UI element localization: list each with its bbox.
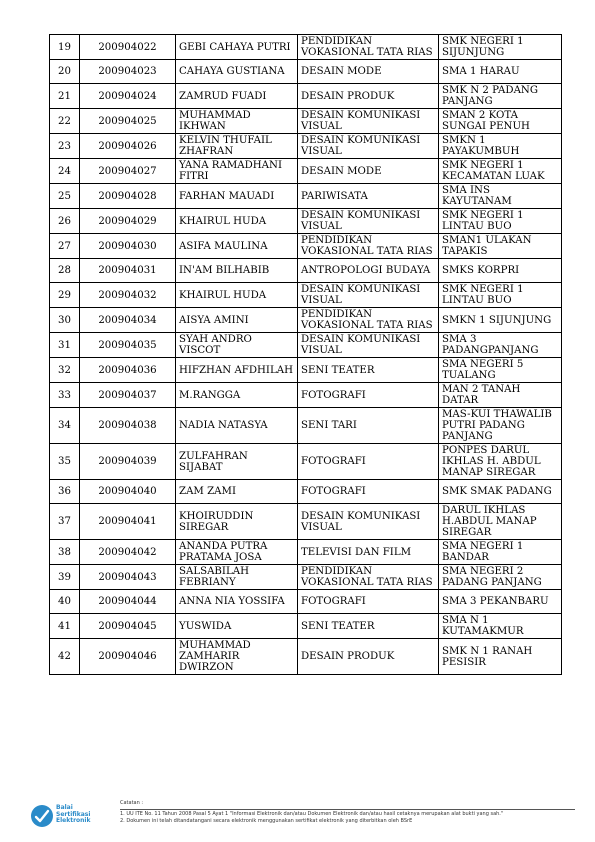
cell-prodi: DESAIN MODE xyxy=(298,159,439,184)
cell-nama: YUSWIDA xyxy=(176,614,298,639)
cell-prodi: FOTOGRAFI xyxy=(298,444,439,480)
table-row xyxy=(50,504,562,540)
cell-sekolah: DARUL IKHLAS H.ABDUL MANAP SIREGAR xyxy=(439,504,562,540)
logo-line-2: Sertifikasi xyxy=(56,810,91,818)
cell-no: 30 xyxy=(50,308,80,333)
table-row xyxy=(50,444,562,480)
cell-prodi: SENI TARI xyxy=(298,408,439,444)
table-row xyxy=(50,408,562,444)
cell-nama: NADIA NATASYA xyxy=(176,408,298,444)
cell-prodi: PENDIDIKAN VOKASIONAL TATA RIAS xyxy=(298,308,439,333)
table-row xyxy=(50,614,562,639)
cell-prodi: FOTOGRAFI xyxy=(298,590,439,614)
cell-nim: 200904045 xyxy=(80,614,176,639)
cell-sekolah: SMA NEGERI 1 BANDAR xyxy=(439,540,562,565)
cell-no: 27 xyxy=(50,234,80,259)
cell-no: 33 xyxy=(50,383,80,408)
table-row xyxy=(50,159,562,184)
cell-no: 35 xyxy=(50,444,80,480)
cell-nama: YANA RAMADHANI FITRI xyxy=(176,159,298,184)
cell-sekolah: SMKN 1 SIJUNJUNG xyxy=(439,308,562,333)
cell-nim: 200904025 xyxy=(80,109,176,134)
cell-sekolah: SMA INS KAYUTANAM xyxy=(439,184,562,209)
cell-nim: 200904029 xyxy=(80,209,176,234)
cell-no: 37 xyxy=(50,504,80,540)
cell-nim: 200904036 xyxy=(80,358,176,383)
cell-sekolah: SMK NEGERI 1 SIJUNJUNG xyxy=(439,35,562,60)
cell-no: 40 xyxy=(50,590,80,614)
cell-sekolah: SMK N 2 PADANG PANJANG xyxy=(439,84,562,109)
cell-prodi: PENDIDIKAN VOKASIONAL TATA RIAS xyxy=(298,234,439,259)
cell-sekolah: SMA 1 HARAU xyxy=(439,60,562,84)
cell-no: 41 xyxy=(50,614,80,639)
cell-prodi: TELEVISI DAN FILM xyxy=(298,540,439,565)
table-row xyxy=(50,383,562,408)
cell-nim: 200904031 xyxy=(80,259,176,283)
table-row xyxy=(50,184,562,209)
cell-no: 23 xyxy=(50,134,80,159)
cell-prodi: DESAIN KOMUNIKASI VISUAL xyxy=(298,134,439,159)
cell-nama: GEBI CAHAYA PUTRI xyxy=(176,35,298,60)
table-row xyxy=(50,308,562,333)
cell-no: 39 xyxy=(50,565,80,590)
cell-sekolah: SMKS KORPRI xyxy=(439,259,562,283)
table-row xyxy=(50,480,562,504)
cell-nim: 200904022 xyxy=(80,35,176,60)
cell-sekolah: SMA NEGERI 5 TUALANG xyxy=(439,358,562,383)
cell-nim: 200904032 xyxy=(80,283,176,308)
cell-sekolah: MAN 2 TANAH DATAR xyxy=(439,383,562,408)
table-row xyxy=(50,134,562,159)
cell-nim: 200904038 xyxy=(80,408,176,444)
cell-no: 32 xyxy=(50,358,80,383)
cell-nama: ASIFA MAULINA xyxy=(176,234,298,259)
cell-nama: AISYA AMINI xyxy=(176,308,298,333)
cell-prodi: SENI TEATER xyxy=(298,614,439,639)
bsre-logo-text xyxy=(56,805,90,825)
footer-divider xyxy=(120,809,575,810)
cell-nama: KHAIRUL HUDA xyxy=(176,209,298,234)
cell-prodi: DESAIN KOMUNIKASI VISUAL xyxy=(298,283,439,308)
bsre-logo-icon xyxy=(30,804,54,828)
footer-note-2: 2. Dokumen ini telah ditandatangani secara elektronik menggunakan sertifikat elektronik yang diterbitkan oleh BSrE xyxy=(120,818,413,824)
cell-nama: SALSABILAH FEBRIANY xyxy=(176,565,298,590)
cell-sekolah: SMK SMAK PADANG xyxy=(439,480,562,504)
table-row xyxy=(50,283,562,308)
cell-nim: 200904030 xyxy=(80,234,176,259)
cell-nim: 200904044 xyxy=(80,590,176,614)
table-row xyxy=(50,35,562,60)
cell-sekolah: SMK NEGERI 1 LINTAU BUO xyxy=(439,209,562,234)
cell-sekolah: PONPES DARUL IKHLAS H. ABDUL MANAP SIREGAR xyxy=(439,444,562,480)
cell-prodi: DESAIN KOMUNIKASI VISUAL xyxy=(298,209,439,234)
cell-prodi: DESAIN MODE xyxy=(298,60,439,84)
bsre-logo xyxy=(30,804,120,830)
cell-nama: MUHAMMAD ZAMHARIR DWIRZON xyxy=(176,639,298,675)
cell-nim: 200904035 xyxy=(80,333,176,358)
cell-no: 24 xyxy=(50,159,80,184)
cell-nim: 200904041 xyxy=(80,504,176,540)
cell-sekolah: SMA 3 PEKANBARU xyxy=(439,590,562,614)
cell-nama: KHOIRUDDIN SIREGAR xyxy=(176,504,298,540)
cell-prodi: DESAIN PRODUK xyxy=(298,84,439,109)
cell-no: 28 xyxy=(50,259,80,283)
footer xyxy=(30,800,575,834)
table-row xyxy=(50,109,562,134)
cell-no: 26 xyxy=(50,209,80,234)
cell-prodi: DESAIN KOMUNIKASI VISUAL xyxy=(298,333,439,358)
student-table xyxy=(49,34,562,675)
cell-prodi: DESAIN KOMUNIKASI VISUAL xyxy=(298,504,439,540)
table-row xyxy=(50,234,562,259)
cell-no: 34 xyxy=(50,408,80,444)
footer-notes xyxy=(120,800,575,825)
table-row xyxy=(50,84,562,109)
cell-no: 20 xyxy=(50,60,80,84)
cell-no: 25 xyxy=(50,184,80,209)
table-row xyxy=(50,565,562,590)
logo-line-3: Elektronik xyxy=(56,817,91,825)
logo-line-1: Balai xyxy=(56,804,73,811)
cell-nama: ZAM ZAMI xyxy=(176,480,298,504)
cell-nim: 200904037 xyxy=(80,383,176,408)
cell-prodi: DESAIN KOMUNIKASI VISUAL xyxy=(298,109,439,134)
table-row xyxy=(50,209,562,234)
cell-nim: 200904028 xyxy=(80,184,176,209)
cell-nama: KHAIRUL HUDA xyxy=(176,283,298,308)
cell-nama: M.RANGGA xyxy=(176,383,298,408)
cell-nama: KELVIN THUFAIL ZHAFRAN xyxy=(176,134,298,159)
cell-nama: MUHAMMAD IKHWAN xyxy=(176,109,298,134)
cell-no: 36 xyxy=(50,480,80,504)
cell-sekolah: SMA NEGERI 2 PADANG PANJANG xyxy=(439,565,562,590)
cell-sekolah: SMKN 1 PAYAKUMBUH xyxy=(439,134,562,159)
cell-no: 29 xyxy=(50,283,80,308)
cell-nama: ZAMRUD FUADI xyxy=(176,84,298,109)
cell-sekolah: SMK NEGERI 1 LINTAU BUO xyxy=(439,283,562,308)
cell-nim: 200904046 xyxy=(80,639,176,675)
cell-nama: IN'AM BILHABIB xyxy=(176,259,298,283)
cell-no: 38 xyxy=(50,540,80,565)
cell-nim: 200904023 xyxy=(80,60,176,84)
cell-prodi: FOTOGRAFI xyxy=(298,383,439,408)
cell-sekolah: SMAN1 ULAKAN TAPAKIS xyxy=(439,234,562,259)
cell-no: 19 xyxy=(50,35,80,60)
cell-nim: 200904034 xyxy=(80,308,176,333)
cell-nama: CAHAYA GUSTIANA xyxy=(176,60,298,84)
cell-no: 31 xyxy=(50,333,80,358)
cell-sekolah: SMK N 1 RANAH PESISIR xyxy=(439,639,562,675)
cell-nim: 200904043 xyxy=(80,565,176,590)
catatan-label: Catatan : xyxy=(120,800,144,806)
table-row xyxy=(50,540,562,565)
cell-nim: 200904042 xyxy=(80,540,176,565)
cell-prodi: PENDIDIKAN VOKASIONAL TATA RIAS xyxy=(298,565,439,590)
table-row xyxy=(50,639,562,675)
footer-note-1: 1. UU ITE No. 11 Tahun 2008 Pasal 5 Ayat 1 "Informasi Elektronik dan/atau Dokumen Elektronik dan/atau hasil cetaknya merupakan alat bukti yang sah." xyxy=(120,811,504,817)
cell-prodi: DESAIN PRODUK xyxy=(298,639,439,675)
cell-nim: 200904027 xyxy=(80,159,176,184)
table-row xyxy=(50,259,562,283)
cell-nim: 200904026 xyxy=(80,134,176,159)
cell-nama: ZULFAHRAN SIJABAT xyxy=(176,444,298,480)
student-table-body xyxy=(50,35,562,675)
table-row xyxy=(50,333,562,358)
cell-nim: 200904039 xyxy=(80,444,176,480)
cell-sekolah: MAS-KUI THAWALIB PUTRI PADANG PANJANG xyxy=(439,408,562,444)
cell-nama: FARHAN MAUADI xyxy=(176,184,298,209)
cell-prodi: PENDIDIKAN VOKASIONAL TATA RIAS xyxy=(298,35,439,60)
cell-nama: ANNA NIA YOSSIFA xyxy=(176,590,298,614)
table-row xyxy=(50,590,562,614)
cell-no: 22 xyxy=(50,109,80,134)
cell-nim: 200904024 xyxy=(80,84,176,109)
cell-prodi: SENI TEATER xyxy=(298,358,439,383)
table-row xyxy=(50,60,562,84)
cell-sekolah: SMAN 2 KOTA SUNGAI PENUH xyxy=(439,109,562,134)
cell-nama: HIFZHAN AFDHILAH xyxy=(176,358,298,383)
cell-sekolah: SMA 3 PADANGPANJANG xyxy=(439,333,562,358)
cell-no: 21 xyxy=(50,84,80,109)
cell-sekolah: SMK NEGERI 1 KECAMATAN LUAK xyxy=(439,159,562,184)
cell-no: 42 xyxy=(50,639,80,675)
cell-nim: 200904040 xyxy=(80,480,176,504)
cell-sekolah: SMA N 1 KUTAMAKMUR xyxy=(439,614,562,639)
cell-nama: ANANDA PUTRA PRATAMA JOSA xyxy=(176,540,298,565)
cell-prodi: PARIWISATA xyxy=(298,184,439,209)
cell-prodi: FOTOGRAFI xyxy=(298,480,439,504)
table-row xyxy=(50,358,562,383)
cell-nama: SYAH ANDRO VISCOT xyxy=(176,333,298,358)
cell-prodi: ANTROPOLOGI BUDAYA xyxy=(298,259,439,283)
